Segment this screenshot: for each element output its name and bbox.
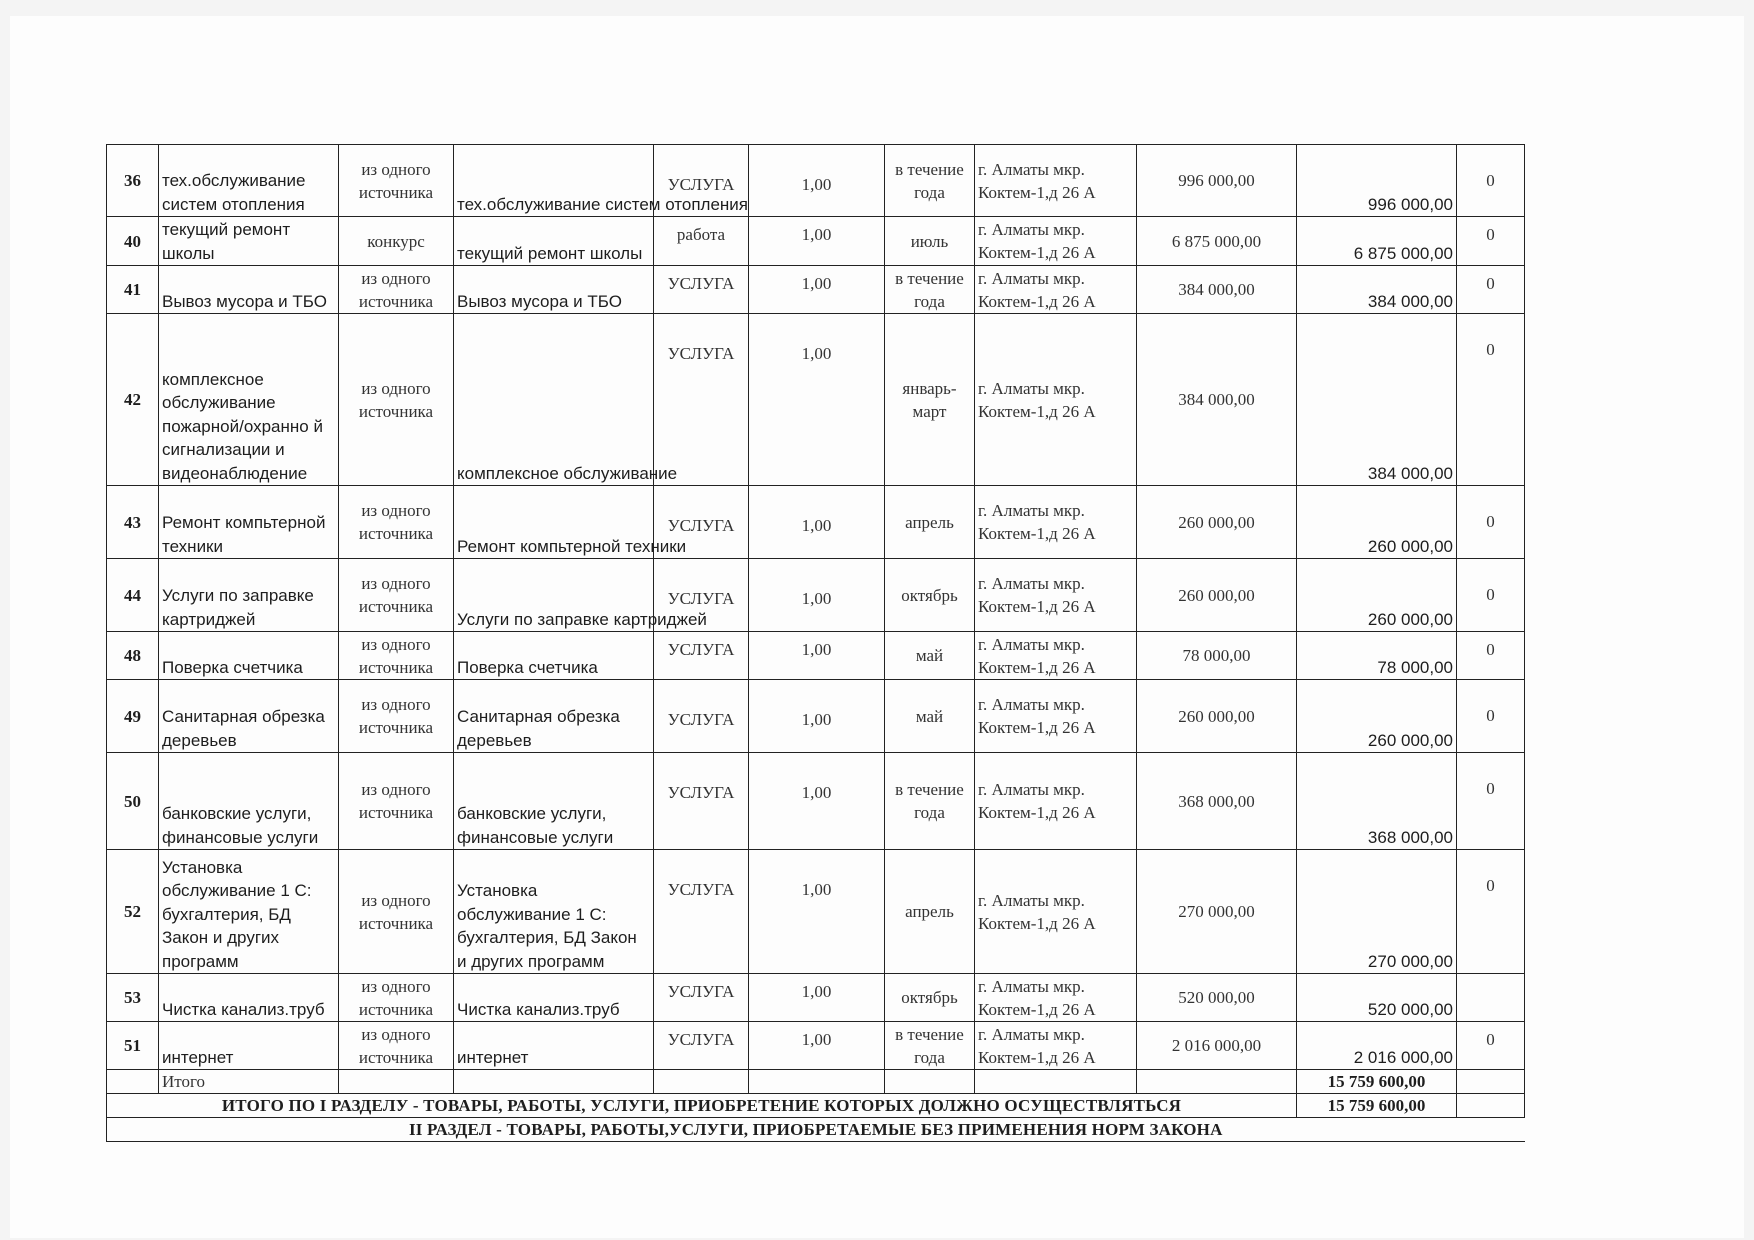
itogo-row: [107, 1070, 1525, 1094]
item-description: Чистка канализ.труб: [454, 974, 654, 1022]
unit-price: 260 000,00: [1137, 680, 1297, 753]
section1-total-row: [107, 1094, 1525, 1118]
unit-price: 78 000,00: [1137, 632, 1297, 680]
unit-price: 384 000,00: [1137, 266, 1297, 314]
item-description: тех.обслуживание систем отопления: [454, 145, 654, 217]
procurement-method: из одного источника: [339, 559, 454, 632]
advance-flag: 0: [1457, 266, 1525, 314]
advance-flag: 0: [1457, 217, 1525, 266]
item-name: Услуги по заправке картриджей: [159, 559, 339, 632]
advance-flag: 0: [1457, 145, 1525, 217]
item-name: банковские услуги, финансовые услуги: [159, 753, 339, 850]
item-description: интернет: [454, 1022, 654, 1070]
row-number: 48: [107, 632, 159, 680]
total-sum: 384 000,00: [1297, 314, 1457, 486]
delivery-place: г. Алматы мкр. Коктем-1,д 26 А: [975, 217, 1137, 266]
row-number: 36: [107, 145, 159, 217]
unit-price: 260 000,00: [1137, 559, 1297, 632]
total-sum: 384 000,00: [1297, 266, 1457, 314]
delivery-term: апрель: [885, 486, 975, 559]
delivery-term: май: [885, 680, 975, 753]
delivery-term: в течение года: [885, 1022, 975, 1070]
procurement-method: из одного источника: [339, 145, 454, 217]
advance-flag: 0: [1457, 314, 1525, 486]
unit-of-measure: УСЛУГА: [654, 145, 749, 217]
delivery-place: г. Алматы мкр. Коктем-1,д 26 А: [975, 753, 1137, 850]
total-sum: 2 016 000,00: [1297, 1022, 1457, 1070]
quantity: 1,00: [749, 266, 885, 314]
row-number: 52: [107, 850, 159, 974]
delivery-place: г. Алматы мкр. Коктем-1,д 26 А: [975, 559, 1137, 632]
quantity: 1,00: [749, 680, 885, 753]
advance-flag: 0: [1457, 559, 1525, 632]
total-sum: 260 000,00: [1297, 559, 1457, 632]
procurement-method: из одного источника: [339, 632, 454, 680]
item-name: текущий ремонт школы: [159, 217, 339, 266]
procurement-method: из одного источника: [339, 314, 454, 486]
item-name: Санитарная обрезка деревьев: [159, 680, 339, 753]
unit-of-measure: УСЛУГА: [654, 486, 749, 559]
total-sum: 996 000,00: [1297, 145, 1457, 217]
quantity: 1,00: [749, 486, 885, 559]
advance-flag: 0: [1457, 1022, 1525, 1070]
delivery-term: июль: [885, 217, 975, 266]
procurement-method: из одного источника: [339, 486, 454, 559]
table-row: [107, 217, 1525, 266]
advance-flag: 0: [1457, 850, 1525, 974]
delivery-place: г. Алматы мкр. Коктем-1,д 26 А: [975, 1022, 1137, 1070]
delivery-term: в течение года: [885, 266, 975, 314]
unit-of-measure: УСЛУГА: [654, 850, 749, 974]
delivery-term: октябрь: [885, 559, 975, 632]
row-number: 53: [107, 974, 159, 1022]
item-description: Услуги по заправке картриджей: [454, 559, 654, 632]
item-description: Установка обслуживание 1 С: бухгалтерия, БД Закон и других программ: [454, 850, 654, 974]
row-number: 40: [107, 217, 159, 266]
delivery-place: г. Алматы мкр. Коктем-1,д 26 А: [975, 266, 1137, 314]
table-row: [107, 559, 1525, 632]
unit-of-measure: УСЛУГА: [654, 632, 749, 680]
unit-of-measure: УСЛУГА: [654, 753, 749, 850]
procurement-method: конкурс: [339, 217, 454, 266]
table-body: [107, 145, 1525, 1070]
item-name: интернет: [159, 1022, 339, 1070]
unit-of-measure: УСЛУГА: [654, 680, 749, 753]
total-sum: 260 000,00: [1297, 486, 1457, 559]
unit-of-measure: УСЛУГА: [654, 266, 749, 314]
delivery-term: апрель: [885, 850, 975, 974]
item-name: Поверка счетчика: [159, 632, 339, 680]
quantity: 1,00: [749, 217, 885, 266]
quantity: 1,00: [749, 559, 885, 632]
delivery-place: г. Алматы мкр. Коктем-1,д 26 А: [975, 850, 1137, 974]
unit-of-measure: УСЛУГА: [654, 314, 749, 486]
unit-price: 2 016 000,00: [1137, 1022, 1297, 1070]
delivery-place: г. Алматы мкр. Коктем-1,д 26 А: [975, 974, 1137, 1022]
quantity: 1,00: [749, 850, 885, 974]
delivery-place: г. Алматы мкр. Коктем-1,д 26 А: [975, 145, 1137, 217]
item-description: Вывоз мусора и ТБО: [454, 266, 654, 314]
total-sum: 78 000,00: [1297, 632, 1457, 680]
quantity: 1,00: [749, 1022, 885, 1070]
procurement-method: из одного источника: [339, 974, 454, 1022]
unit-price: 270 000,00: [1137, 850, 1297, 974]
procurement-method: из одного источника: [339, 1022, 454, 1070]
delivery-place: г. Алматы мкр. Коктем-1,д 26 А: [975, 486, 1137, 559]
table-row: [107, 974, 1525, 1022]
total-sum: 368 000,00: [1297, 753, 1457, 850]
quantity: 1,00: [749, 145, 885, 217]
quantity: 1,00: [749, 632, 885, 680]
itogo-label: Итого: [159, 1070, 339, 1094]
section2-label: II РАЗДЕЛ - ТОВАРЫ, РАБОТЫ,УСЛУГИ, ПРИОБРЕТАЕМЫЕ БЕЗ ПРИМЕНЕНИЯ НОРМ ЗАКОНА: [107, 1118, 1525, 1142]
delivery-term: январь-март: [885, 314, 975, 486]
table-row: [107, 314, 1525, 486]
unit-of-measure: УСЛУГА: [654, 559, 749, 632]
advance-flag: [1457, 974, 1525, 1022]
total-sum: 260 000,00: [1297, 680, 1457, 753]
procurement-method: из одного источника: [339, 680, 454, 753]
table-row: [107, 486, 1525, 559]
unit-price: 384 000,00: [1137, 314, 1297, 486]
delivery-place: г. Алматы мкр. Коктем-1,д 26 А: [975, 680, 1137, 753]
item-name: тех.обслуживание систем отопления: [159, 145, 339, 217]
table-row: [107, 266, 1525, 314]
delivery-term: май: [885, 632, 975, 680]
row-number: 51: [107, 1022, 159, 1070]
procurement-plan-table: [106, 144, 1525, 1142]
table-row: [107, 145, 1525, 217]
item-description: комплексное обслуживание: [454, 314, 654, 486]
row-number: 41: [107, 266, 159, 314]
procurement-method: из одного источника: [339, 850, 454, 974]
unit-price: 996 000,00: [1137, 145, 1297, 217]
item-name: Установка обслуживание 1 С: бухгалтерия, БД Закон и других программ: [159, 850, 339, 974]
procurement-method: из одного источника: [339, 753, 454, 850]
totals-body: [107, 1070, 1525, 1142]
item-description: Поверка счетчика: [454, 632, 654, 680]
quantity: 1,00: [749, 314, 885, 486]
unit-price: 520 000,00: [1137, 974, 1297, 1022]
unit-price: 6 875 000,00: [1137, 217, 1297, 266]
advance-flag: 0: [1457, 680, 1525, 753]
quantity: 1,00: [749, 753, 885, 850]
unit-of-measure: работа: [654, 217, 749, 266]
section1-total-sum: 15 759 600,00: [1297, 1094, 1457, 1118]
table-row: [107, 850, 1525, 974]
advance-flag: 0: [1457, 632, 1525, 680]
delivery-term: в течение года: [885, 753, 975, 850]
item-description: текущий ремонт школы: [454, 217, 654, 266]
total-sum: 270 000,00: [1297, 850, 1457, 974]
section2-header-row: [107, 1118, 1525, 1142]
delivery-place: г. Алматы мкр. Коктем-1,д 26 А: [975, 314, 1137, 486]
item-description: Санитарная обрезка деревьев: [454, 680, 654, 753]
section1-total-label: ИТОГО ПО I РАЗДЕЛУ - ТОВАРЫ, РАБОТЫ, УСЛУГИ, ПРИОБРЕТЕНИЕ КОТОРЫХ ДОЛЖНО ОСУЩЕСТВЛЯТЬСЯ: [107, 1094, 1297, 1118]
item-name: Чистка канализ.труб: [159, 974, 339, 1022]
row-number: 43: [107, 486, 159, 559]
table-row: [107, 632, 1525, 680]
scanned-page: [10, 16, 1744, 1238]
table-row: [107, 753, 1525, 850]
item-name: Вывоз мусора и ТБО: [159, 266, 339, 314]
total-sum: 520 000,00: [1297, 974, 1457, 1022]
unit-price: 260 000,00: [1137, 486, 1297, 559]
row-number: 42: [107, 314, 159, 486]
item-description: банковские услуги, финансовые услуги: [454, 753, 654, 850]
row-number: 49: [107, 680, 159, 753]
itogo-sum: 15 759 600,00: [1297, 1070, 1457, 1094]
unit-of-measure: УСЛУГА: [654, 1022, 749, 1070]
row-number: 50: [107, 753, 159, 850]
unit-price: 368 000,00: [1137, 753, 1297, 850]
quantity: 1,00: [749, 974, 885, 1022]
table-row: [107, 1022, 1525, 1070]
item-name: комплексное обслуживание пожарной/охранно й сигнализации и видеонаблюдение: [159, 314, 339, 486]
table-row: [107, 680, 1525, 753]
item-description: Ремонт компьтерной техники: [454, 486, 654, 559]
advance-flag: 0: [1457, 486, 1525, 559]
delivery-place: г. Алматы мкр. Коктем-1,д 26 А: [975, 632, 1137, 680]
total-sum: 6 875 000,00: [1297, 217, 1457, 266]
row-number: 44: [107, 559, 159, 632]
unit-of-measure: УСЛУГА: [654, 974, 749, 1022]
delivery-term: в течение года: [885, 145, 975, 217]
item-name: Ремонт компьтерной техники: [159, 486, 339, 559]
procurement-method: из одного источника: [339, 266, 454, 314]
delivery-term: октябрь: [885, 974, 975, 1022]
advance-flag: 0: [1457, 753, 1525, 850]
